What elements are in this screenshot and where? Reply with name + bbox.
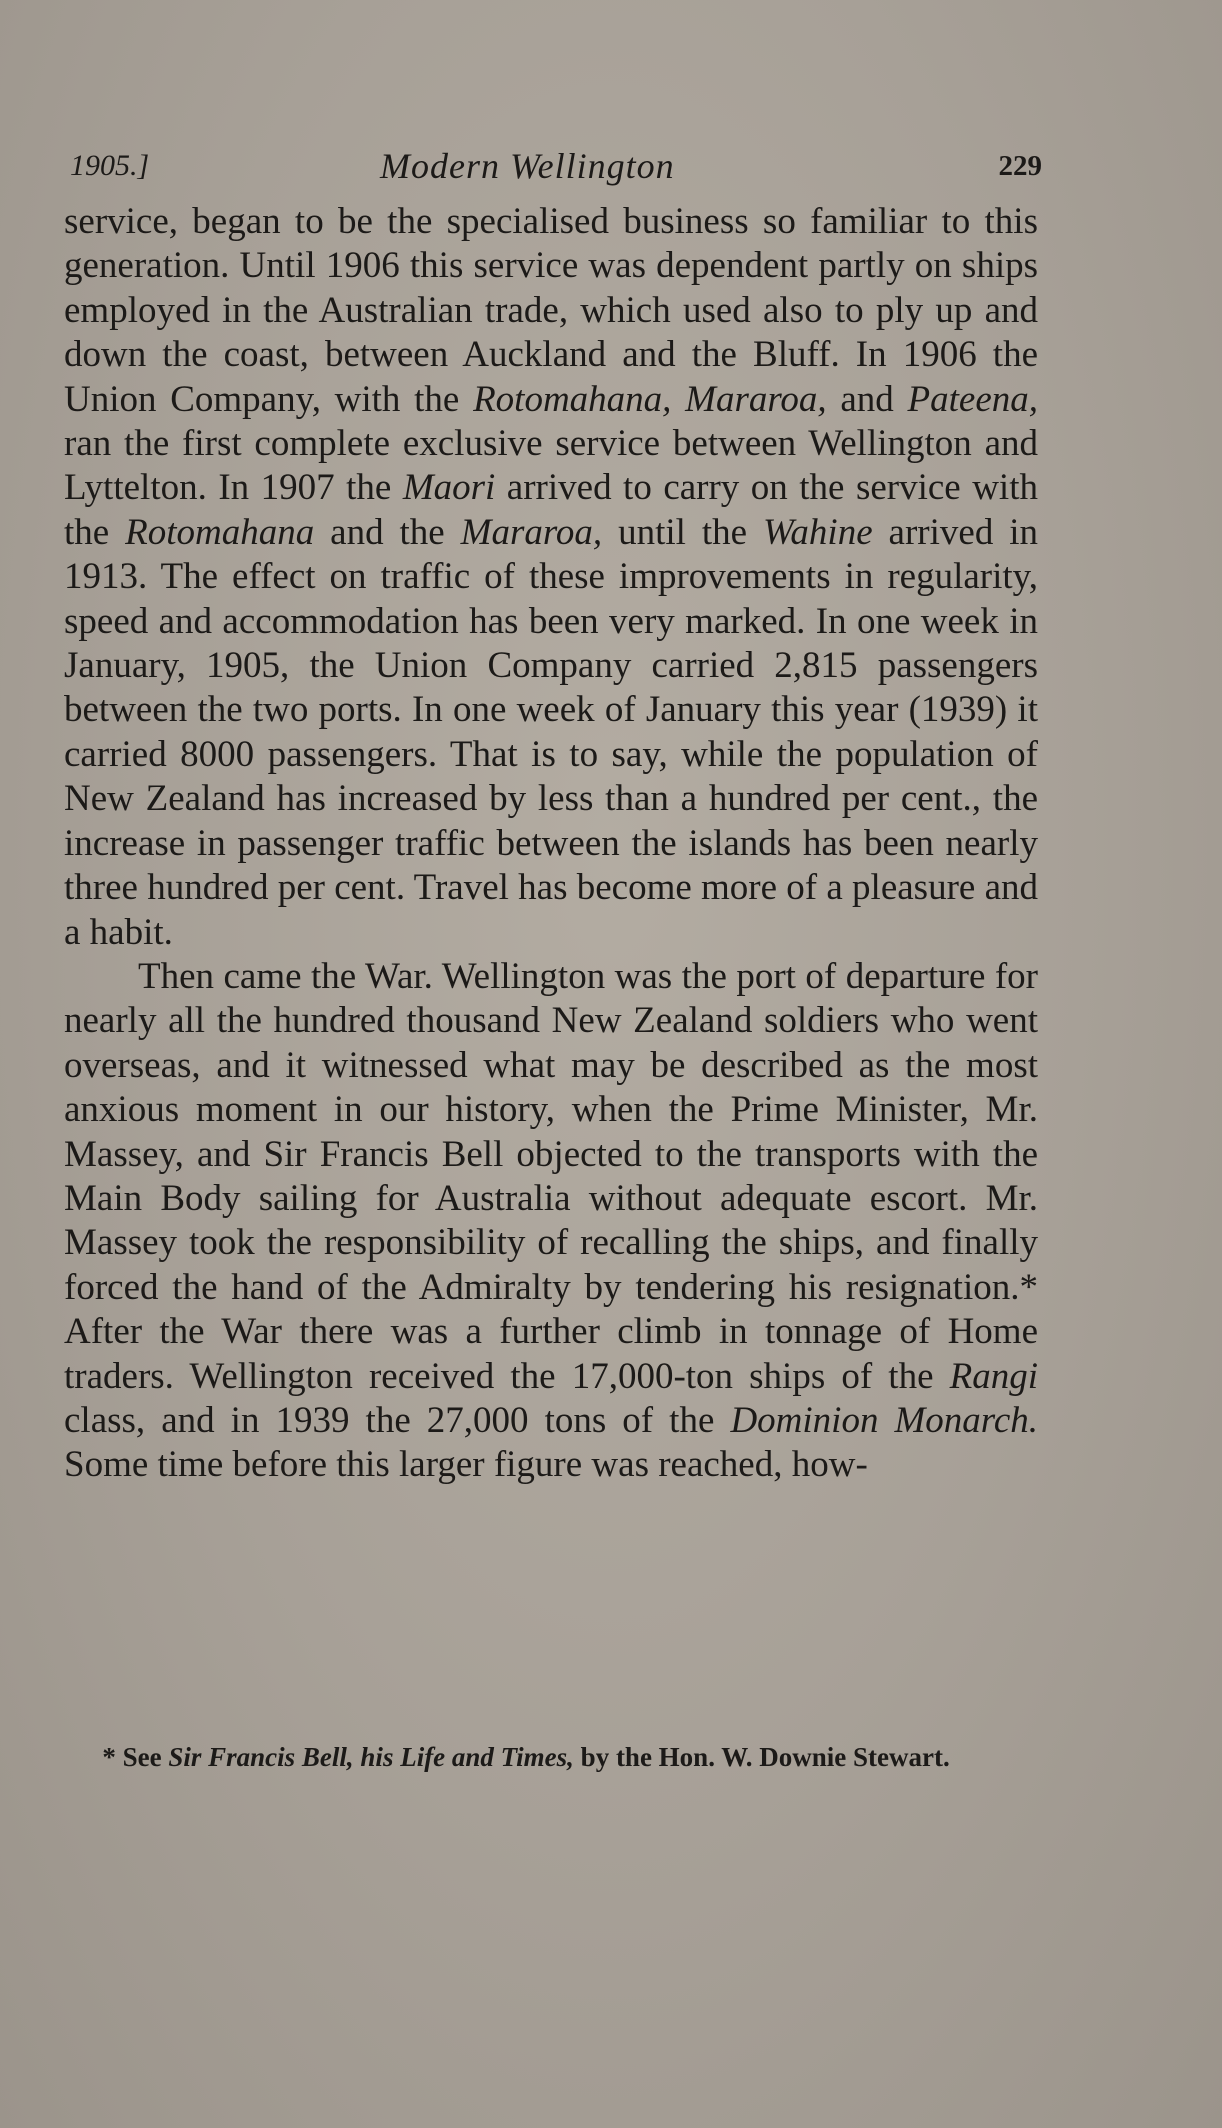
ship-name: Pateena, xyxy=(907,378,1038,420)
ship-name: Dominion Monarch. xyxy=(730,1399,1039,1441)
paragraph: service, began to be the specialised business so familiar to this generation. Until 1906 this service was dependent partly on ships employed in the Australian trade, which used also to ply up and down the coast, between Auckland and the Bluff. In 1906 the Union Company, with the Rotomahana, Mararoa, and Pateena, ran the first complete exclusive service between Wellington and Lyttelton. In 1907 the Maori arrived to carry on the service with the Rotomahana and the Mararoa, until the Wahine arrived in 1913. The effect on traffic of these improvements in regularity, speed and accommodation has been very marked. In one week in January, 1905, the Union Company carried 2,815 passengers between the two ports. In one week of January this year (1939) it carried 8000 passengers. That is to say, while the population of New Zealand has increased by less than a hundred per cent., the increase in passenger traffic between the islands has been nearly three hundred per cent. Travel has become more of a pleasure and a habit. xyxy=(64,201,1039,953)
footnote: * See Sir Francis Bell, his Life and Times, by the Hon. W. Downie Stewart. xyxy=(102,1742,950,1772)
ship-name: Rangi xyxy=(949,1355,1038,1397)
ship-name: Wahine xyxy=(762,511,873,553)
ship-name: Rotomahana xyxy=(125,511,315,553)
ship-name: Mararoa, xyxy=(460,511,603,553)
running-header xyxy=(70,140,1042,192)
page-number: 229 xyxy=(998,150,1042,182)
ship-name: Rotomahana, xyxy=(473,378,672,420)
ship-name: Mararoa, xyxy=(685,378,827,420)
ship-name: Maori xyxy=(402,467,496,509)
book-title: Sir Francis Bell, his Life and Times, xyxy=(168,1742,574,1772)
header-year: 1905.] xyxy=(70,149,150,182)
paragraph: Then came the War. Wellington was the port of departure for nearly all the hundred thousand New Zealand soldiers who went overseas, and it witnessed what may be described as the most anxious moment in our history, when the Prime Minister, Mr. Massey, and Sir Francis Bell objected to the transports with the Main Body sailing for Australia without adequate escort. Mr. Massey took the responsibility of recalling the ships, and finally forced the hand of the Admiralty by tendering his resignation.* After the War there was a further climb in tonnage of Home traders. Wellington received the 17,000-ton ships of the Rangi class, and in 1939 the 27,000 tons of the Dominion Monarch. Some time before this larger figure was reached, how- xyxy=(64,955,1039,1486)
header-title: Modern Wellington xyxy=(380,146,675,186)
body-text xyxy=(64,200,1038,1488)
